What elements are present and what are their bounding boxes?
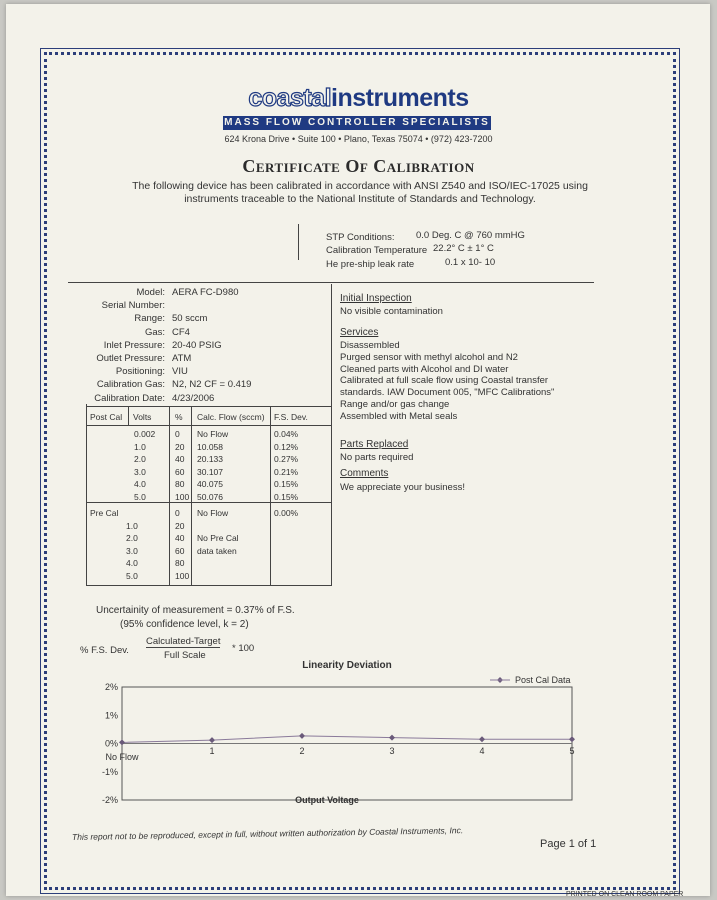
post-cal-cell: 0.12% xyxy=(274,441,299,452)
x-tick-label: 2 xyxy=(299,746,305,756)
pre-cal-cell: 2.0 xyxy=(126,533,138,543)
pre-cal-cell: 4.0 xyxy=(126,558,138,568)
device-label: Model: xyxy=(136,287,165,298)
printed-note: PRINTED ON CLEAN ROOM PAPER xyxy=(566,891,684,898)
service-item: Assembled with Metal seals xyxy=(340,410,458,422)
post-cal-cell: No Flow xyxy=(197,429,229,439)
device-value: ATM xyxy=(172,353,192,364)
device-label: Range: xyxy=(134,313,165,325)
confidence-line: (95% confidence level, k = 2) xyxy=(120,619,249,630)
service-item: standards. IAW Document 005, "MFC Calibrations" xyxy=(340,387,555,399)
data-point xyxy=(299,733,305,739)
post-cal-cell: 60 xyxy=(175,466,185,477)
post-cal-cell: 30.107 xyxy=(197,466,223,477)
post-cal-cell: 2.0 xyxy=(134,454,146,464)
company-address: 624 Krona Drive • Suite 100 • Plano, Texas 75074 • (972) 423-7200 xyxy=(224,134,493,144)
service-item: Disassembled xyxy=(340,340,400,351)
uncertainty-line: Uncertainity of measurement = 0.37% of F.S. xyxy=(96,605,295,616)
post-cal-cell: 40.075 xyxy=(197,479,223,489)
pre-cal-label: Pre Cal xyxy=(90,508,119,518)
formula-numerator: Calculated-Target xyxy=(146,636,221,647)
post-cal-cell: 0.27% xyxy=(274,454,299,464)
device-value: 4/23/2006 xyxy=(172,392,215,404)
company-tagline: MASS FLOW CONTROLLER SPECIALISTS xyxy=(224,117,490,128)
post-cal-cell: 100 xyxy=(175,491,190,502)
post-cal-cell: 5.0 xyxy=(134,491,146,502)
device-value: 20-40 PSIG xyxy=(172,339,222,351)
inspection-text: No visible contamination xyxy=(340,306,443,317)
data-point xyxy=(479,736,485,742)
fs-dev-header: F.S. Dev. xyxy=(274,412,308,422)
parts-text: No parts required xyxy=(340,452,414,463)
pre-cal-cell: 20 xyxy=(175,520,185,531)
cal-temp-label: Calibration Temperature xyxy=(326,245,428,256)
certificate-title: Certificate Of Calibration xyxy=(242,156,475,176)
pre-cal-cell: 1.0 xyxy=(126,520,138,531)
post-cal-cell: 20 xyxy=(175,441,185,452)
y-tick-label: 1% xyxy=(104,710,118,721)
service-item: Range and/or gas change xyxy=(340,399,450,410)
formula-denominator: Full Scale xyxy=(164,650,206,661)
data-point xyxy=(209,737,215,743)
pre-cal-cell: 40 xyxy=(175,533,185,543)
x-tick-label: No Flow xyxy=(105,752,139,762)
pre-cal-cell: No Pre Cal xyxy=(197,533,239,543)
data-point xyxy=(569,736,575,742)
device-value: AERA FC-D980 xyxy=(172,287,239,298)
x-tick-label: 4 xyxy=(479,746,485,756)
pre-cal-cell: 100 xyxy=(175,570,190,581)
post-cal-cell: 0.21% xyxy=(274,466,299,477)
percent-header: % xyxy=(175,412,183,422)
x-tick-label: 3 xyxy=(389,746,395,756)
post-cal-cell: 0.002 xyxy=(134,429,156,439)
post-cal-cell: 3.0 xyxy=(134,466,146,477)
service-item: Calibrated at full scale flow using Coastal transfer xyxy=(340,375,549,387)
post-cal-cell: 20.133 xyxy=(197,454,223,464)
device-value: VIU xyxy=(172,366,188,378)
post-cal-cell: 0.04% xyxy=(274,429,299,439)
device-label: Serial Number: xyxy=(101,300,165,312)
leak-rate-value: 0.1 x 10- 10 xyxy=(445,257,496,268)
device-label: Inlet Pressure: xyxy=(103,339,165,351)
post-cal-cell: 1.0 xyxy=(134,441,146,452)
post-cal-cell: 0.15% xyxy=(274,491,299,502)
y-tick-label: 2% xyxy=(104,682,118,692)
legend-label: Post Cal Data xyxy=(515,675,571,685)
post-cal-cell: 40 xyxy=(175,454,185,464)
formula-prefix: % F.S. Dev. xyxy=(80,645,129,656)
certificate-intro: The following device has been calibrated in accordance with ANSI Z540 and ISO/IEC-17025 using instruments traceable to the National Institute of Standards and Technology. xyxy=(132,180,588,205)
leak-rate-label: He pre-ship leak rate xyxy=(326,259,415,270)
y-tick-label: 0% xyxy=(104,738,118,749)
device-label: Outlet Pressure: xyxy=(96,353,165,364)
stp-label: STP Conditions: xyxy=(326,232,395,243)
comments-text: We appreciate your business! xyxy=(340,482,465,493)
device-label: Gas: xyxy=(144,326,165,338)
inspection-title: Initial Inspection xyxy=(340,293,412,304)
post-cal-header: Post Cal xyxy=(90,412,123,422)
stp-value: 0.0 Deg. C @ 760 mmHG xyxy=(416,230,525,241)
post-cal-cell: 0 xyxy=(175,429,180,439)
data-point xyxy=(119,739,125,745)
device-value: CF4 xyxy=(172,326,190,338)
pre-cal-cell: data taken xyxy=(197,545,237,556)
x-axis-label: Output Voltage xyxy=(295,795,359,805)
x-tick-label: 5 xyxy=(569,746,575,756)
series-line xyxy=(122,736,572,742)
y-tick-label: -2% xyxy=(101,795,118,805)
pre-cal-cell: 80 xyxy=(175,558,185,568)
chart-title: Linearity Deviation xyxy=(302,660,392,671)
formula-suffix: * 100 xyxy=(232,643,255,654)
disclaimer: This report not to be reproduced, except in full, without written authorization by Coastal Instruments, Inc. xyxy=(71,825,464,842)
device-value: 50 sccm xyxy=(172,313,208,325)
pre-cal-cell: 0.00% xyxy=(274,508,299,518)
company-logo: coastalinstruments xyxy=(248,84,469,112)
pre-cal-cell: 5.0 xyxy=(126,570,138,581)
page-number: Page 1 of 1 xyxy=(540,838,597,850)
post-cal-cell: 4.0 xyxy=(134,479,146,489)
pre-cal-cell: 3.0 xyxy=(126,545,138,556)
post-cal-cell: 10.058 xyxy=(197,441,223,452)
comments-title: Comments xyxy=(340,468,389,479)
post-cal-cell: 50.076 xyxy=(197,491,223,502)
pre-cal-cell: No Flow xyxy=(197,508,229,518)
device-label: Calibration Gas: xyxy=(96,379,165,391)
device-label: Positioning: xyxy=(115,366,165,378)
device-value: N2, N2 CF = 0.419 xyxy=(172,379,252,391)
y-tick-label: -1% xyxy=(101,766,118,777)
device-label: Calibration Date: xyxy=(94,392,165,404)
volts-header: Volts xyxy=(133,412,152,422)
post-cal-cell: 0.15% xyxy=(274,479,299,489)
pre-cal-cell: 0 xyxy=(175,508,180,518)
services-title: Services xyxy=(340,327,379,338)
post-cal-cell: 80 xyxy=(175,479,185,489)
service-item: Purged sensor with methyl alcohol and N2 xyxy=(340,351,518,363)
pre-cal-cell: 60 xyxy=(175,545,185,556)
data-point xyxy=(389,735,395,741)
parts-title: Parts Replaced xyxy=(340,439,409,450)
cal-temp-value: 22.2° C ± 1° C xyxy=(433,243,494,254)
service-item: Cleaned parts with Alcohol and DI water xyxy=(340,363,509,375)
x-tick-label: 1 xyxy=(209,746,215,756)
calc-flow-header: Calc. Flow (sccm) xyxy=(197,412,265,422)
